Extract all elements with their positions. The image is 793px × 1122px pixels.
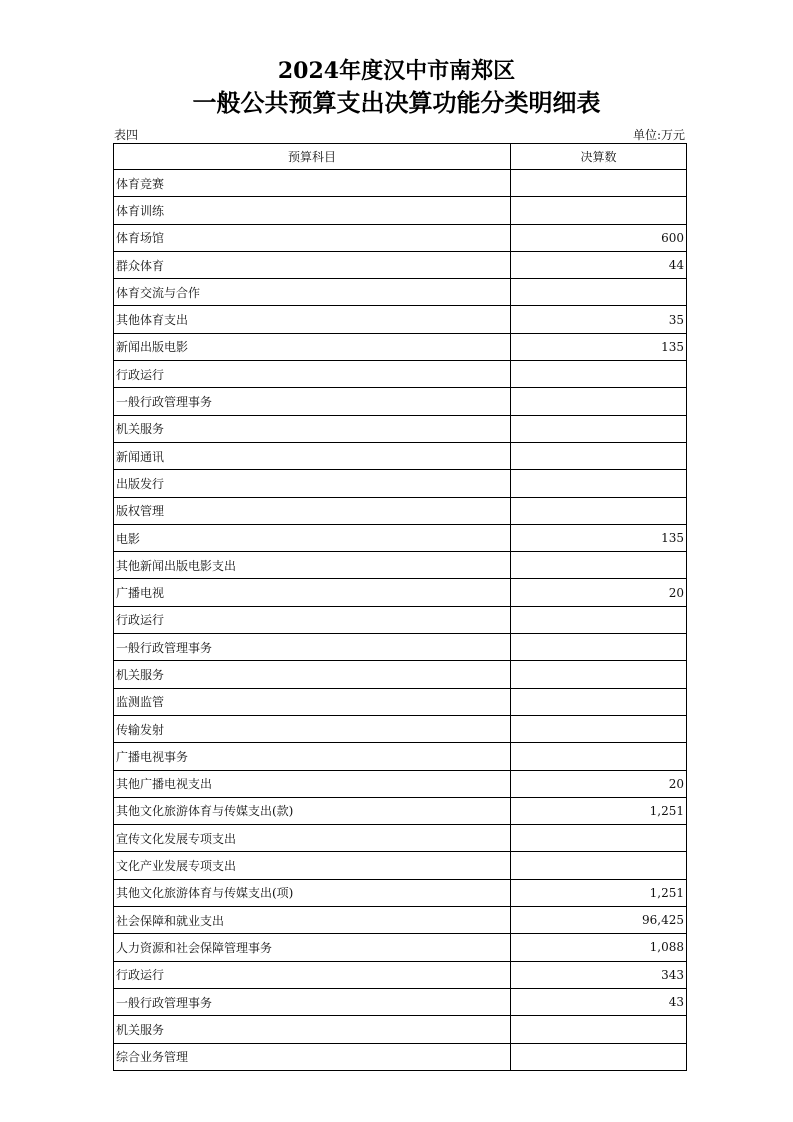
row-amount: 1,251 xyxy=(511,797,687,824)
column-header-item: 预算科目 xyxy=(114,144,511,170)
row-item-name: 综合业务管理 xyxy=(114,1043,511,1070)
table-row xyxy=(114,524,687,551)
row-item-name: 社会保障和就业支出 xyxy=(114,907,511,934)
row-item-name: 新闻出版电影 xyxy=(114,333,511,360)
row-item-name: 一般行政管理事务 xyxy=(114,988,511,1015)
table-row xyxy=(114,170,687,197)
row-item-name: 出版发行 xyxy=(114,470,511,497)
table-row xyxy=(114,715,687,742)
row-item-name: 传输发射 xyxy=(114,715,511,742)
row-item-name: 广播电视事务 xyxy=(114,743,511,770)
row-amount xyxy=(511,552,687,579)
row-amount xyxy=(511,388,687,415)
row-amount xyxy=(511,279,687,306)
row-item-name: 其他体育支出 xyxy=(114,306,511,333)
report-title-year-region: 2024年度汉中市南郑区 xyxy=(277,58,516,84)
row-item-name: 广播电视 xyxy=(114,579,511,606)
row-item-name: 版权管理 xyxy=(114,497,511,524)
table-row xyxy=(114,934,687,961)
row-amount xyxy=(511,497,687,524)
table-row xyxy=(114,415,687,442)
row-amount xyxy=(511,743,687,770)
row-amount: 35 xyxy=(511,306,687,333)
row-item-name: 机关服务 xyxy=(114,1016,511,1043)
table-row xyxy=(114,470,687,497)
row-item-name: 行政运行 xyxy=(114,606,511,633)
table-row xyxy=(114,442,687,469)
row-amount xyxy=(511,361,687,388)
report-title: 一般公共预算支出决算功能分类明细表 xyxy=(192,88,601,117)
table-row xyxy=(114,688,687,715)
row-amount xyxy=(511,470,687,497)
row-amount xyxy=(511,634,687,661)
row-amount: 135 xyxy=(511,333,687,360)
row-amount: 343 xyxy=(511,961,687,988)
table-row xyxy=(114,279,687,306)
row-item-name: 其他文化旅游体育与传媒支出(项) xyxy=(114,879,511,906)
row-item-name: 宣传文化发展专项支出 xyxy=(114,825,511,852)
table-body xyxy=(114,170,687,1071)
row-amount xyxy=(511,688,687,715)
table-row xyxy=(114,497,687,524)
table-row xyxy=(114,1043,687,1070)
row-item-name: 其他新闻出版电影支出 xyxy=(114,552,511,579)
row-item-name: 机关服务 xyxy=(114,415,511,442)
row-amount: 44 xyxy=(511,251,687,278)
table-row xyxy=(114,661,687,688)
row-amount: 20 xyxy=(511,579,687,606)
table-header-row xyxy=(114,144,687,170)
row-item-name: 文化产业发展专项支出 xyxy=(114,852,511,879)
row-amount: 96,425 xyxy=(511,907,687,934)
row-amount xyxy=(511,825,687,852)
row-item-name: 体育场馆 xyxy=(114,224,511,251)
row-amount xyxy=(511,606,687,633)
table-row xyxy=(114,797,687,824)
row-amount xyxy=(511,197,687,224)
row-amount: 135 xyxy=(511,524,687,551)
table-row xyxy=(114,743,687,770)
table-row xyxy=(114,606,687,633)
table-row xyxy=(114,251,687,278)
unit-label: 单位:万元 xyxy=(632,128,685,142)
table-row xyxy=(114,634,687,661)
row-item-name: 群众体育 xyxy=(114,251,511,278)
row-item-name: 新闻通讯 xyxy=(114,442,511,469)
row-amount: 20 xyxy=(511,770,687,797)
row-amount: 1,088 xyxy=(511,934,687,961)
row-amount xyxy=(511,415,687,442)
row-item-name: 体育竞赛 xyxy=(114,170,511,197)
row-item-name: 行政运行 xyxy=(114,961,511,988)
row-item-name: 体育交流与合作 xyxy=(114,279,511,306)
table-row xyxy=(114,770,687,797)
row-item-name: 监测监管 xyxy=(114,688,511,715)
table-row xyxy=(114,988,687,1015)
row-amount xyxy=(511,170,687,197)
row-item-name: 电影 xyxy=(114,524,511,551)
row-item-name: 其他文化旅游体育与传媒支出(款) xyxy=(114,797,511,824)
row-amount: 43 xyxy=(511,988,687,1015)
table-row xyxy=(114,879,687,906)
table-row xyxy=(114,852,687,879)
table-row xyxy=(114,333,687,360)
row-item-name: 行政运行 xyxy=(114,361,511,388)
table-row xyxy=(114,361,687,388)
table-row xyxy=(114,907,687,934)
row-amount xyxy=(511,1043,687,1070)
row-item-name: 一般行政管理事务 xyxy=(114,634,511,661)
row-amount xyxy=(511,852,687,879)
row-amount xyxy=(511,442,687,469)
table-row xyxy=(114,825,687,852)
row-item-name: 一般行政管理事务 xyxy=(114,388,511,415)
row-item-name: 体育训练 xyxy=(114,197,511,224)
row-amount: 600 xyxy=(511,224,687,251)
row-amount xyxy=(511,715,687,742)
table-row xyxy=(114,197,687,224)
row-amount xyxy=(511,1016,687,1043)
table-row xyxy=(114,552,687,579)
row-amount xyxy=(511,661,687,688)
table-row xyxy=(114,388,687,415)
table-row xyxy=(114,306,687,333)
table-row xyxy=(114,224,687,251)
table-label: 表四 xyxy=(114,128,139,142)
row-item-name: 人力资源和社会保障管理事务 xyxy=(114,934,511,961)
row-amount: 1,251 xyxy=(511,879,687,906)
table-row xyxy=(114,961,687,988)
row-item-name: 机关服务 xyxy=(114,661,511,688)
row-item-name: 其他广播电视支出 xyxy=(114,770,511,797)
table-row xyxy=(114,1016,687,1043)
budget-table xyxy=(113,143,687,1071)
table-row xyxy=(114,579,687,606)
column-header-amount: 决算数 xyxy=(511,144,687,170)
